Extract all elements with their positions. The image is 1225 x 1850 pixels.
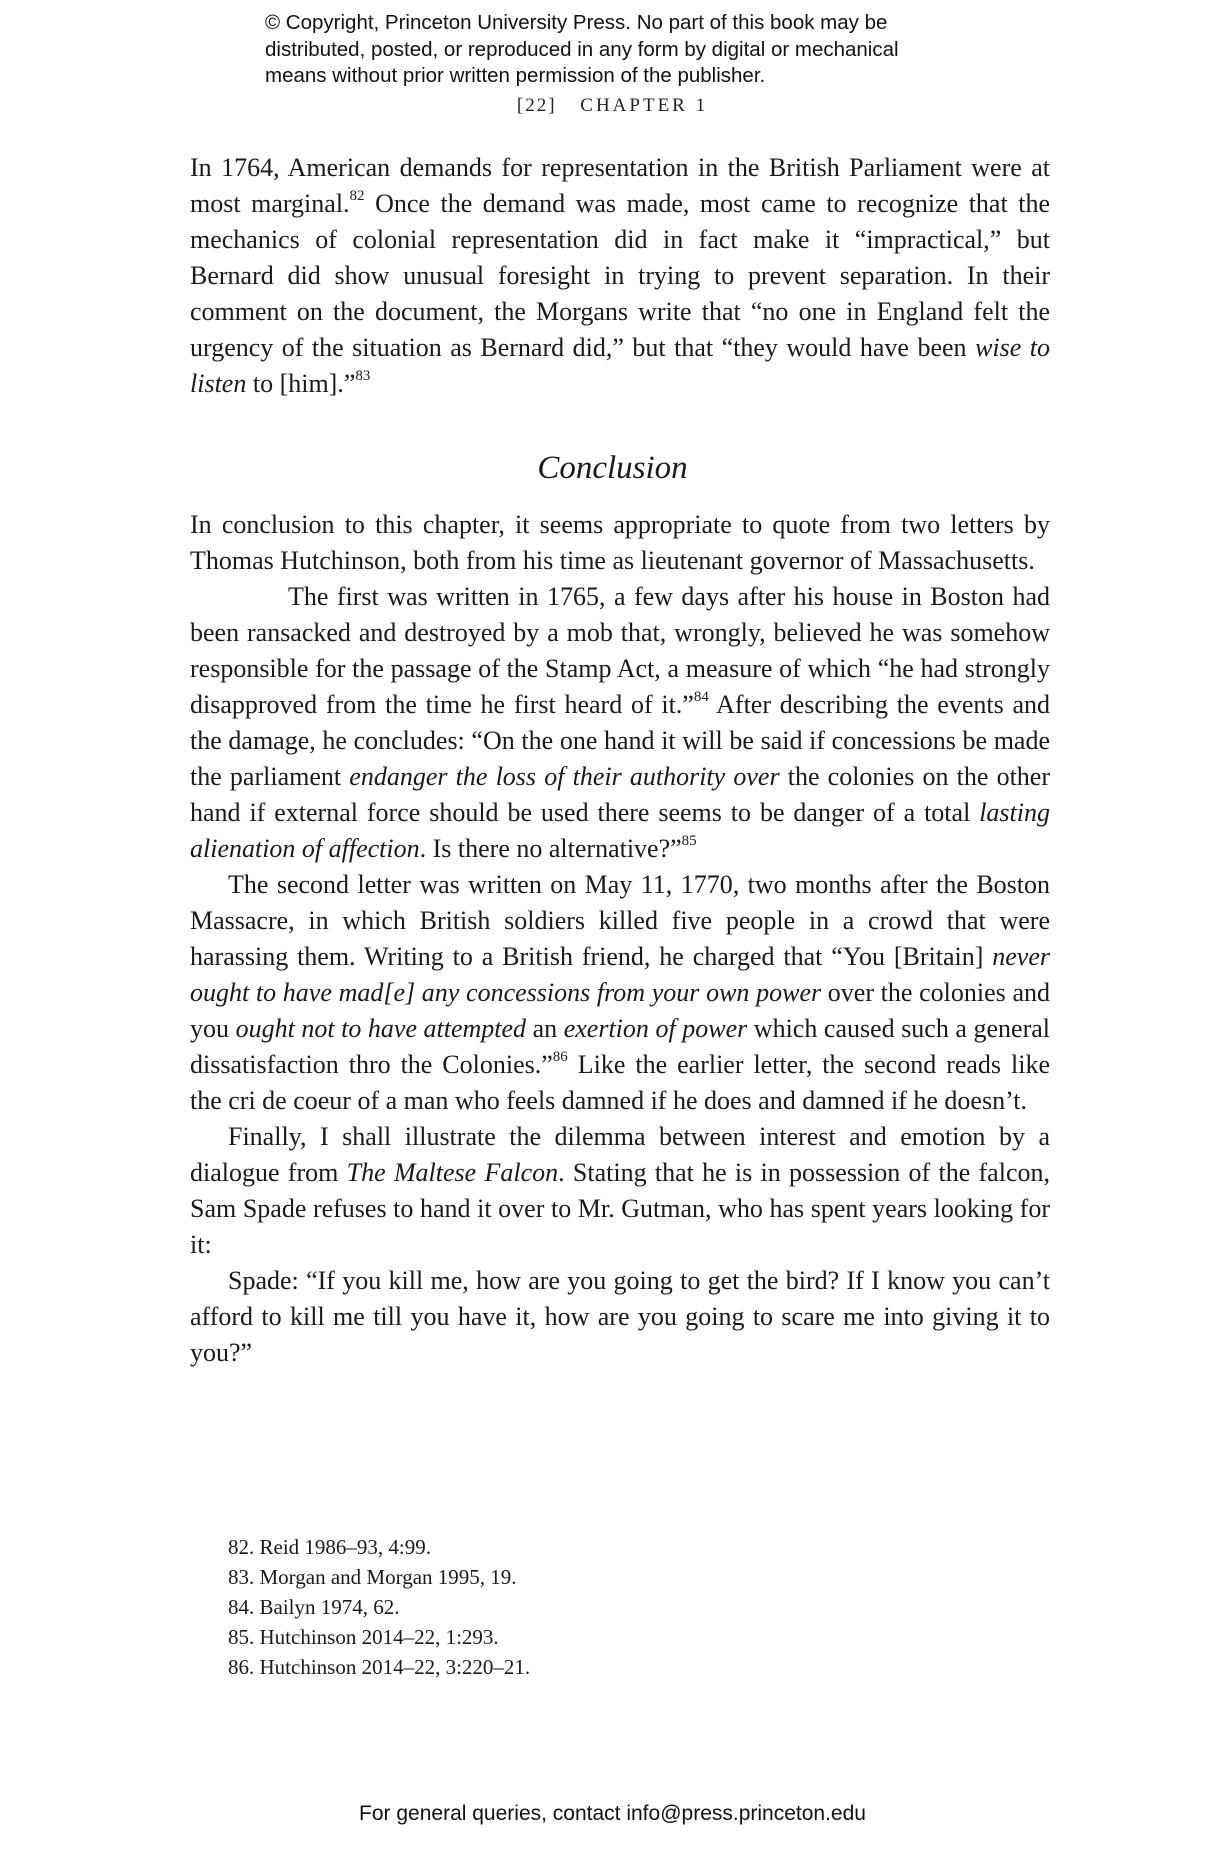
paragraph	[190, 867, 1050, 1119]
copyright-line: means without prior written permission of the publisher.	[265, 64, 766, 87]
text-run: to [him].”	[246, 369, 356, 398]
italic-run: wise to listen	[190, 333, 1051, 398]
footnote: 82. Reid 1986–93, 4:99.	[228, 1535, 431, 1559]
footnote-ref: 84	[693, 689, 709, 706]
italic-run: ought not to have attempted	[235, 1014, 527, 1043]
paragraph	[190, 150, 1050, 402]
italic-run: lasting alienation of affection	[190, 798, 1050, 863]
italic-run: exertion of power	[563, 1014, 748, 1043]
footnote-ref: 86	[552, 1049, 568, 1066]
footnote-ref: 83	[355, 368, 371, 385]
footnote: 85. Hutchinson 2014–22, 1:293.	[228, 1625, 499, 1649]
text-run: . Stating that he is in possession of the falcon, Sam Spade refuses to hand it over to Mr. Gutman, who has spent years looking for it:	[190, 1158, 1050, 1259]
footnote: 83. Morgan and Morgan 1995, 19.	[228, 1565, 517, 1589]
text-run: . Is there no alternative?”	[419, 834, 682, 863]
text-run: which caused such a general dissatisfaction thro the Colonies.”	[190, 1014, 1051, 1079]
paragraph	[190, 1119, 1050, 1263]
copyright-notice	[265, 10, 985, 90]
text-run: an	[526, 1014, 564, 1043]
chapter-label: CHAPTER 1	[580, 95, 709, 116]
italic-run: never ought to have mad[e] any concessions from your own power	[190, 942, 1050, 1007]
copyright-line: © Copyright, Princeton University Press. No part of this book may be	[265, 11, 888, 34]
text-run: The first was written in 1765, a few days after his house in Boston had been ransacked and destroyed by a mob that, wrongly, believed he was somehow responsible for the passage of the Stamp Act, a measure of which “he had strongly disapproved from the time he first heard of it.”	[190, 582, 1050, 719]
paragraph	[190, 579, 1050, 867]
text-run: the colonies on the other hand if external force should be used there seems to be danger of a total	[190, 762, 1050, 827]
footnote: 86. Hutchinson 2014–22, 3:220–21.	[228, 1655, 531, 1679]
text-run: After describing the events and the damage, he concludes: “On the one hand it will be said if concessions be made the parliament	[190, 690, 1051, 791]
text-run: Once the demand was made, most came to recognize that the mechanics of colonial representation did in fact make it “impractical,” but Bernard did show unusual foresight in trying to prevent separation. In their comment on the document, the Morgans write that “no one in England felt the urgency of the situation as Bernard did,” but that “they would have been	[190, 189, 1050, 362]
italic-run: endanger the loss of their authority over	[349, 762, 780, 791]
page-number: [22]	[516, 95, 557, 116]
copyright-line: distributed, posted, or reproduced in any form by digital or mechanical	[265, 37, 899, 61]
text-run: The second letter was written on May 11, 1770, two months after the Boston Massacre, in which British soldiers killed five people in a crowd that were harassing them. Writing to a British friend, he charged that “You [Britain]	[190, 870, 1050, 971]
running-head	[0, 95, 1225, 117]
text-run: over the colonies and you	[190, 978, 1050, 1043]
footnote: 84. Bailyn 1974, 62.	[228, 1595, 400, 1619]
text-run: Finally, I shall illustrate the dilemma between interest and emotion by a dialogue from	[190, 1122, 1050, 1187]
footnote-ref: 85	[681, 833, 697, 850]
footnotes	[228, 1532, 988, 1682]
footnote-ref: 82	[349, 188, 365, 205]
text-run: Like the earlier letter, the second reads like the cri de coeur of a man who feels damned if he does and damned if he doesn’t.	[190, 1050, 1051, 1115]
body-section-intro	[190, 150, 1050, 402]
text-run: In 1764, American demands for representation in the British Parliament were at most marginal.	[190, 153, 1050, 218]
italic-run: The Maltese Falcon	[346, 1158, 559, 1187]
paragraph: Spade: “If you kill me, how are you going to get the bird? If I know you can’t afford to kill me till you have it, how are you going to scare me into giving it to you?”	[190, 1266, 1050, 1367]
contact-line: For general queries, contact info@press.princeton.edu	[359, 1802, 866, 1825]
paragraph: In conclusion to this chapter, it seems appropriate to quote from two letters by Thomas Hutchinson, both from his time as lieutenant governor of Massachusetts.	[190, 510, 1050, 575]
section-heading: Conclusion	[537, 450, 688, 486]
body-section-conclusion	[190, 507, 1050, 1371]
